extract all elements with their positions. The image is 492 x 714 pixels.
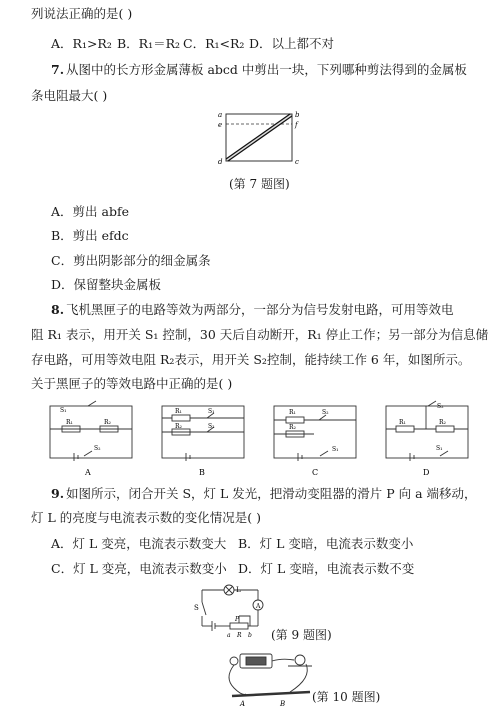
svg-text:S₂: S₂ (322, 409, 329, 416)
svg-text:S₂: S₂ (437, 403, 444, 410)
circuit-label-c: C (312, 468, 319, 477)
q7-option-a: A．剪出 abfe (51, 204, 129, 219)
circuit-label-b: B (199, 468, 205, 477)
q7-caption: (第 7 题图) (229, 177, 290, 191)
label-b: b (295, 111, 300, 119)
bulb-icon (295, 655, 305, 665)
q8-stem-line2: 阻 R₁ 表示，用开关 S₁ 控制，30 天后自动断开，R₁ 停止工作；另一部分为信息储 (31, 327, 489, 342)
q9-option-c: C．灯 L 变亮，电流表示数变小 (51, 561, 227, 576)
q8-circuits-figure (40, 398, 470, 480)
svg-text:S₂: S₂ (94, 445, 101, 452)
q6-option-b: B．R₁＝R₂ (117, 36, 181, 51)
q7-stem-line1: 从图中的长方形金属薄板 abcd 中剪出一块，下列哪种剪法得到的金属板 (66, 62, 467, 77)
q9-stem-line2: 灯 L 的亮度与电流表示数的变化情况是( ) (31, 510, 261, 525)
q9-option-a: A．灯 L 变亮，电流表示数变大 (51, 536, 227, 551)
q9-stem-line1: 如图所示，闭合开关 S，灯 L 发光，把滑动变阻器的滑片 P 向 a 端移动， (66, 486, 477, 501)
label-f: f (295, 121, 298, 129)
q7-option-c: C．剪出阴影部分的细金属条 (51, 253, 211, 268)
svg-text:S₁: S₁ (208, 408, 215, 415)
svg-text:b: b (248, 632, 252, 639)
label-e: e (218, 121, 223, 129)
label-d: d (218, 158, 223, 166)
label-a: a (218, 111, 223, 119)
svg-text:R₁: R₁ (399, 419, 406, 426)
svg-text:S₁: S₁ (60, 407, 67, 414)
svg-text:R₂: R₂ (289, 424, 296, 431)
svg-text:R₂: R₂ (439, 419, 446, 426)
svg-text:S₂: S₂ (208, 423, 215, 430)
svg-text:L: L (236, 586, 241, 594)
svg-text:S: S (194, 604, 199, 612)
q9-caption: (第 9 题图) (271, 628, 332, 642)
q6-option-a: A．R₁>R₂ (51, 36, 112, 51)
rheostat (230, 623, 248, 629)
q9-number: 9. (51, 486, 65, 501)
svg-text:R₁: R₁ (175, 408, 182, 415)
q7-stem-line2: 条电阻最大( ) (31, 88, 108, 103)
q10-figure (220, 648, 320, 710)
q7-option-b: B．剪出 efdc (51, 228, 129, 243)
svg-text:P: P (235, 616, 240, 623)
q9-figure (194, 582, 274, 642)
circuit-label-d: D (423, 468, 430, 477)
q6-option-c: C．R₁<R₂ (183, 36, 245, 51)
svg-text:R₂: R₂ (175, 423, 182, 430)
q8-stem-line3: 存电路，可用等效电阻 R₂表示，用开关 S₂控制，能持续工作 6 年，如图所示。 (31, 352, 471, 367)
svg-text:B: B (280, 700, 286, 708)
q9-option-b: B．灯 L 变暗，电流表示数变小 (238, 536, 414, 551)
circuit-d (386, 401, 468, 461)
q9-option-d: D．灯 L 变暗，电流表示数不变 (238, 561, 415, 576)
q6-stem-tail: 列说法正确的是( ) (31, 6, 133, 21)
q7-figure (212, 108, 308, 168)
q10-caption: (第 10 题图) (312, 690, 381, 704)
q8-stem-line4: 关于黑匣子的等效电路中正确的是( ) (31, 376, 233, 391)
svg-text:A: A (256, 603, 261, 610)
circuit-c (274, 406, 356, 461)
q7-option-d: D．保留整块金属板 (51, 277, 162, 292)
svg-text:R₂: R₂ (104, 419, 111, 426)
svg-text:R: R (237, 632, 242, 639)
circuit-label-a: A (85, 468, 91, 477)
q8-number: 8. (51, 302, 65, 317)
svg-text:S₁: S₁ (332, 446, 339, 453)
svg-text:R₁: R₁ (289, 409, 296, 416)
q8-stem-line1: 飞机黑匣子的电路等效为两部分，一部分为信号发射电路，可用等效电 (66, 302, 454, 317)
svg-text:A: A (240, 700, 246, 708)
q7-number: 7. (51, 62, 65, 77)
q6-option-d: D．以上都不对 (249, 36, 335, 51)
label-c: c (295, 158, 299, 166)
svg-text:a: a (227, 632, 231, 639)
svg-text:S₁: S₁ (436, 445, 443, 452)
svg-text:R₁: R₁ (66, 419, 73, 426)
